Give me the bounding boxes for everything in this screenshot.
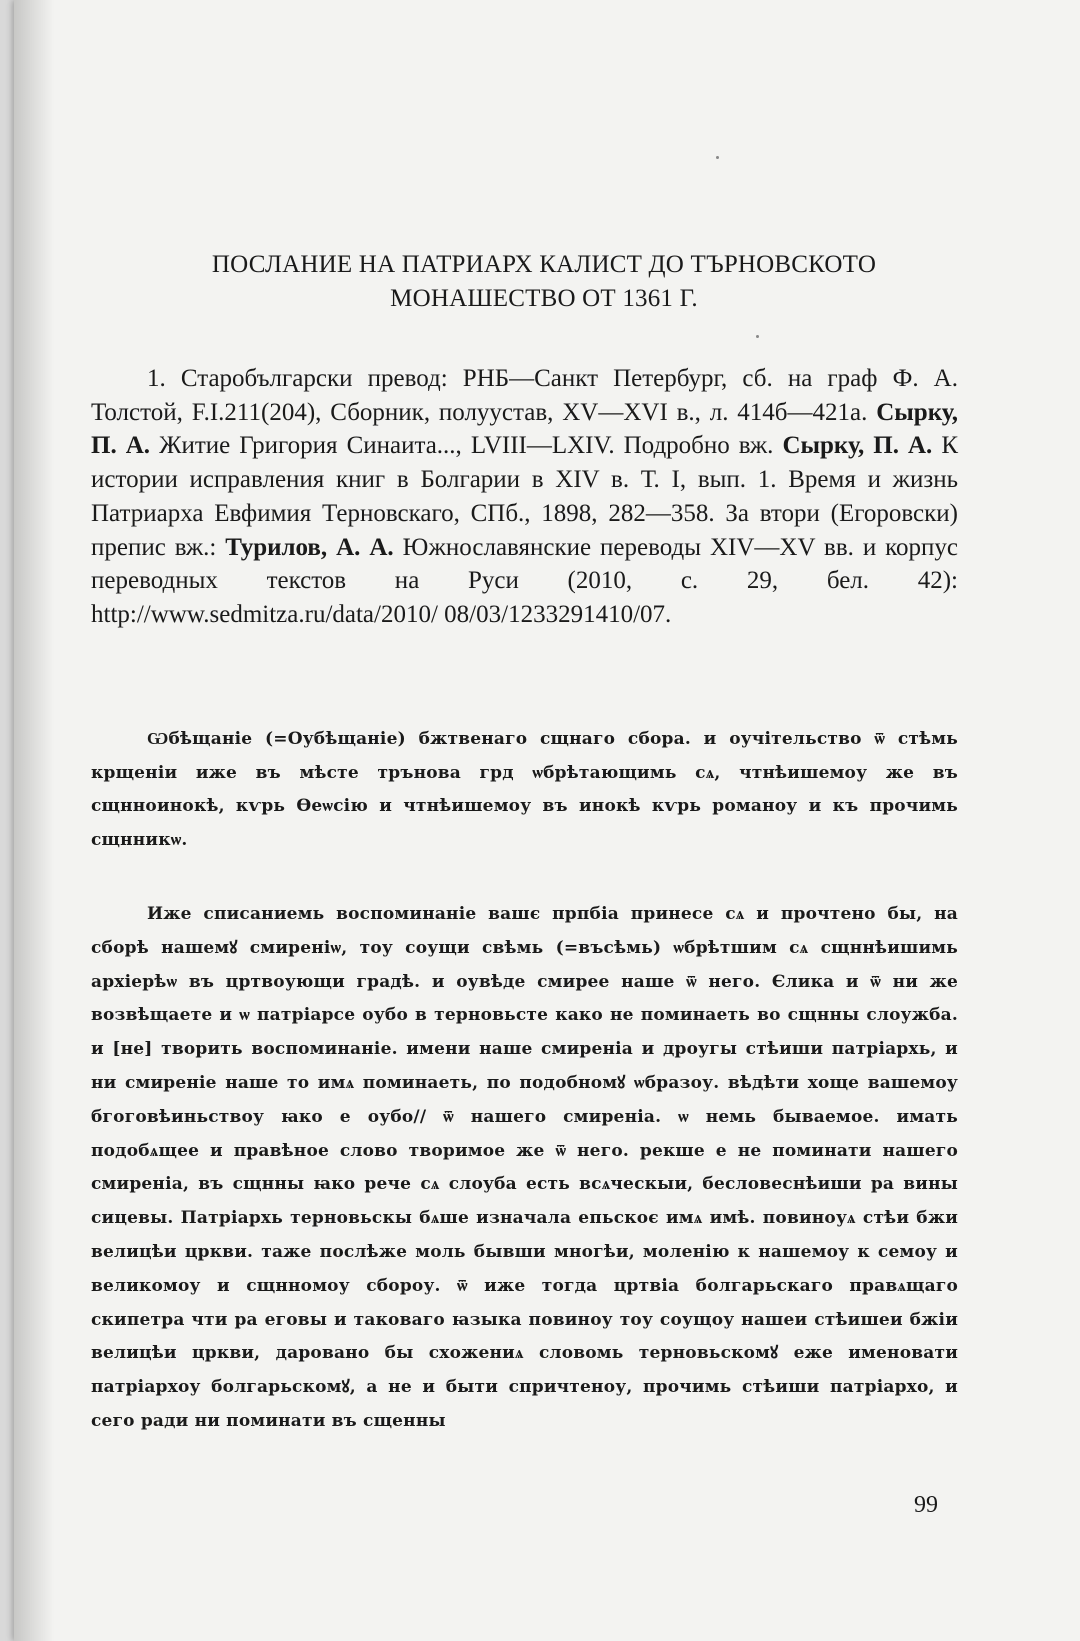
intro-part-4: Южнославянские переводы XIV—XV вв. и корпус переводных текстов на Руси (2010, с. 29, бел. 42): http://www.sedmitza.ru/data/2010/ 08/03/1233291410/07. (91, 533, 958, 628)
title-line-2: МОНАШЕСТВО ОТ 1361 Г. (390, 285, 698, 312)
author-name: Сырку, П. А. (91, 398, 958, 460)
book-page (14, 0, 1080, 1641)
slavonic-header-text: Ѡбѣщаніе (=Оубѣщаніе) бжтвенаго сщнаго сбора. и оучітельство ѿ стѣмь крщеніи иже въ мѣсте трънова грд ѡбрѣтающимь сѧ, чтнѣишемоу же въ сщнноинокѣ, кѵрь Ѳеѡсію и чтнѣишемоу въ инокѣ кѵрь романоу и къ прочимь сщнникѡ. (91, 729, 958, 850)
paper-speck (756, 335, 759, 338)
paper-speck (716, 156, 719, 159)
intro-paragraph (91, 362, 958, 632)
slavonic-body-text: Иже списаниемь воспоминаніе вашє прпбіа принесе сѧ и прочтено бы, на сборѣ нашемꙋ смиреніѡ, тоу соущи свѣмь (=въсѣмь) ѡбрѣтшим сѧ сщннѣишимь архіерѣѡ въ цртвоующи градѣ. и оувѣде смирее наше ѿ него. Єлика и ѿ ни же возвѣщаете и ѡ патріарсе оубо в терновьсте како не поминаеть во сщнны слоужба. и [не] творить воспоминаніе. имени наше смиреніа и дроугы стѣиши патріархь, и ни смиреніе наше то имѧ поминаеть, по подобномꙋ ѡбразоу. вѣдѣти хоще вашемоу бгоговѣиньствоу ꙗко е оубо// ѿ нашего смиреніа. ѡ немь бываемое. имать подобѧщее и правѣное слово творимое же ѿ него. рекше е не поминати нашего смиреніа, въ сщнны ꙗко рече сѧ слоуба есть всѧческыи, бесловеснѣиши ра вины сицевы. Патріархь терновьскы бѧше изначала епьскоє имѧ имѣ. повиноуѧ стѣи бжи велицѣи цркви. таже послѣже моль бывши многѣи, моленію к нашемоу к семоу и великомоу и сщнномоу сбороу. ѿ иже тогда цртвіа болгарьскаго правѧщаго скипетра чти ра еговы и таковаго ꙗзыка повиноу тоу соущоу нашеи стѣишеи бжіи велицѣи цркви, даровано бы схожениѧ словомь терновьскомꙋ еже именовати патріархоу болгарьскомꙋ, а не и быти спричтеноу, прочимь стѣиши патріархо, и сего ради ни поминати въ сщенны (91, 904, 958, 1431)
page-number: 99 (914, 1492, 938, 1518)
slavonic-header-paragraph (91, 723, 958, 857)
author-name: Сырку, П. А. (782, 432, 933, 460)
spine-shadow (14, 0, 54, 1641)
intro-part-3: К истории исправления книг в Болгарии в XIV в. Т. I, вып. 1. Время и жизнь Патриарха Евфимия Терновскаго, СПб., 1898, 282—358. За втори (Егоровски) препис вж.: (91, 432, 958, 561)
author-name: Турилов, А. А. (225, 533, 394, 561)
page-title (134, 248, 954, 316)
intro-part-1: 1. Старобългарски превод: РНБ—Санкт Петербург, сб. на граф Ф. А. Толстой, F.I.211(204), Сборник, полуустав, XV—XVI в., л. 414б—421а. (91, 365, 958, 426)
title-line-1: ПОСЛАНИЕ НА ПАТРИАРХ КАЛИСТ ДО ТЪРНОВСКОТО (211, 251, 877, 278)
intro-text (91, 362, 958, 632)
slavonic-body-paragraph (91, 898, 958, 1439)
intro-part-2: Житие Григория Синаита..., LVIII—LXIV. Подробно вж. (150, 432, 783, 460)
